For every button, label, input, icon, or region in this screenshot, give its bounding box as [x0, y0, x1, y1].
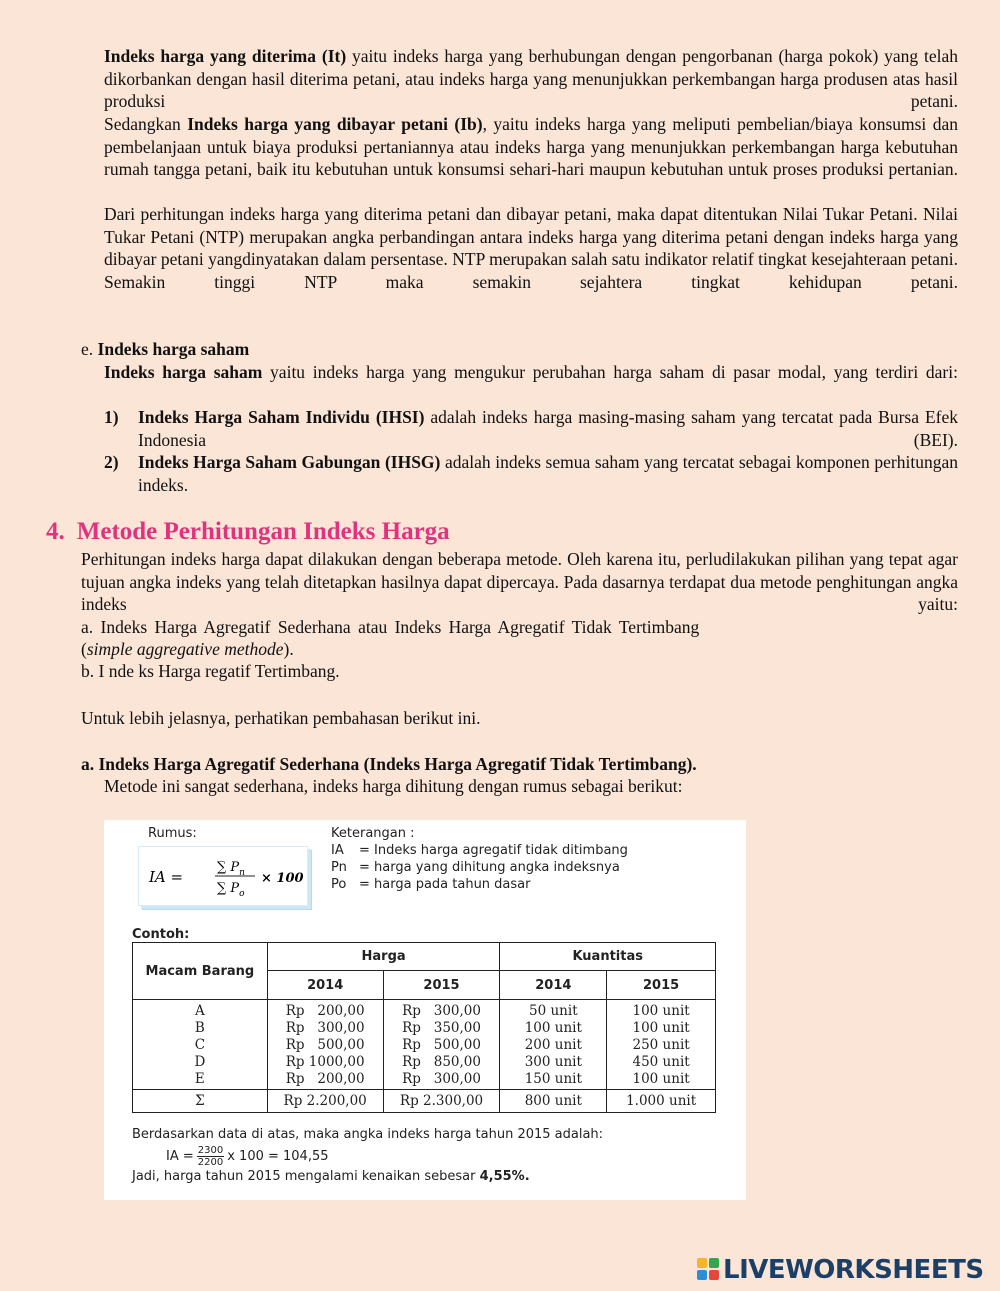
list-item-ihsi-term: Indeks Harga Saham Individu (IHSI)	[138, 407, 425, 427]
formula-graphic	[139, 847, 307, 905]
table-cell: Rp 850,00	[383, 1054, 500, 1071]
paragraph-ib	[104, 113, 958, 203]
method-a-italic: simple aggregative methode	[86, 639, 284, 659]
table-cell: 100 unit	[607, 1020, 716, 1037]
method-a-paren-close: ).	[283, 639, 294, 659]
table-cell: Rp 500,00	[383, 1037, 500, 1054]
conclusion-line-1: Berdasarkan data di atas, maka angka indeks harga tahun 2015 adalah:	[132, 1127, 604, 1142]
term-ib: Indeks harga yang dibayar petani (Ib)	[187, 114, 483, 134]
table-row	[133, 1000, 716, 1021]
subsection-a-title: a. Indeks Harga Agregatif Sederhana (Indeks Harga Agregatif Tidak Tertimbang).	[81, 754, 697, 774]
sum-cell: Rp 2.300,00	[383, 1090, 500, 1113]
formula-multiplier: × 100	[261, 871, 304, 886]
table-cell: Rp 200,00	[267, 1071, 383, 1090]
paragraph-it-text: yaitu indeks harga yang berhubungan dengan pengorbanan (harga pokok) yang telah dikorbankan dengan hasil diterima petani, atau indeks harga yang menunjukkan perkembangan harga produsen atas hasil produksi petani.	[104, 46, 958, 111]
calc-lhs: IA =	[166, 1148, 194, 1164]
table-cell: 450 unit	[607, 1054, 716, 1071]
col-header-harga: Harga	[267, 943, 500, 971]
table-sum-row	[133, 1090, 716, 1113]
table-row	[133, 1071, 716, 1090]
table-cell: E	[133, 1071, 268, 1090]
section-e-intro	[104, 361, 958, 406]
section-e-heading	[81, 338, 249, 361]
table-cell: Rp 300,00	[383, 1000, 500, 1021]
method-b: b. I nde ks Harga regatif Tertimbang.	[81, 661, 340, 681]
table-cell: D	[133, 1054, 268, 1071]
paragraph-ntp: Dari perhitungan indeks harga yang diterima petani dan dibayar petani, maka dapat ditentukan Nilai Tukar Petani. Nilai Tukar Petani (NTP) merupakan angka perbandingan antara indeks harga yang diterima petani dengan indeks harga yang dibayar petani yangdinyatakan dalam persentase. NTP merupakan salah satu indikator relatif tingkat kesejahteraan petani. Semakin tinggi NTP maka semakin sejahtera tingkat kehidupan petani.	[104, 204, 958, 292]
subsection-a-text: Metode ini sangat sederhana, indeks harga dihitung dengan rumus sebagai berikut:	[104, 776, 683, 796]
sum-cell: 800 unit	[500, 1090, 607, 1113]
table-cell: 200 unit	[500, 1037, 607, 1054]
keterangan-item-pn: Pn = harga yang dihitung angka indeksnya	[331, 860, 620, 875]
method-a: a. Indeks Harga Agregatif Sederhana atau Indeks Harga Agregatif Tidak Tertimbang	[81, 617, 700, 637]
table-cell: 150 unit	[500, 1071, 607, 1090]
table-cell: Rp 1000,00	[267, 1054, 383, 1071]
contoh-label: Contoh:	[132, 927, 190, 942]
table-cell: 300 unit	[500, 1054, 607, 1071]
keterangan-item-ia: IA = Indeks harga agregatif tidak ditimbang	[331, 843, 628, 858]
calc-denominator: 2200	[197, 1156, 224, 1168]
calc-numerator: 2300	[197, 1144, 224, 1156]
list-item-ihsi-text: adalah indeks harga masing-masing saham yang tercatat pada Bursa Efek Indonesia (BEI).	[138, 407, 958, 450]
paragraph-ib-lead: Sedangkan	[104, 114, 188, 134]
more-info: Untuk lebih jelasnya, perhatikan pembahasan berikut ini.	[81, 708, 481, 728]
formula-denominator: ∑ $P_o$	[217, 881, 245, 899]
method-a-english	[81, 638, 294, 661]
table-row	[133, 1037, 716, 1054]
section-e-title: Indeks harga saham	[97, 339, 250, 359]
method-a-paren-open: (	[81, 639, 87, 659]
keterangan-item-po: Po = harga pada tahun dasar	[331, 877, 531, 892]
calc-rhs: x 100 = 104,55	[227, 1148, 329, 1164]
paragraph-ib-text: , yaitu indeks harga yang meliputi pembelian/biaya konsumsi dan pembelanjaan untuk biaya produksi pertaniannya atau indeks harga yang menunjukkan perkembangan harga kebutuhan rumah tangga petani, baik itu kebutuhan untuk konsumsi sehari-hari maupun kebutuhan untuk proses produksi pertanian.	[104, 114, 958, 179]
col-header-year: 2015	[607, 971, 716, 1000]
paragraph-it	[104, 45, 958, 113]
table-cell: A	[133, 1000, 268, 1021]
formula-numerator: ∑ $P_n$	[217, 860, 245, 878]
sum-cell: Σ	[133, 1090, 268, 1113]
list-item-ihsg-term: Indeks Harga Saham Gabungan (IHSG)	[138, 452, 441, 472]
section-4-intro: Perhitungan indeks harga dapat dilakukan dengan beberapa metode. Oleh karena itu, perludilakukan pilihan yang tepat agar tujuan angka indeks yang telah ditetapkan hasilnya dapat dipercaya. Pada dasarnya terdapat dua metode penghitungan angka indeks yaitu:	[81, 549, 958, 614]
table-cell: 250 unit	[607, 1037, 716, 1054]
list-item-ihsg-text: adalah indeks semua saham yang tercatat sebagai komponen perhitungan indeks.	[138, 452, 958, 495]
table-row	[133, 1020, 716, 1037]
table-cell: Rp 300,00	[383, 1071, 500, 1090]
conclusion-line-2: Jadi, harga tahun 2015 mengalami kenaikan sebesar 4,55%.	[132, 1169, 530, 1184]
liveworksheets-logo-icon	[697, 1258, 719, 1280]
liveworksheets-logo-text: LIVEWORKSHEETS	[723, 1255, 984, 1285]
table-cell: Rp 300,00	[267, 1020, 383, 1037]
table-cell: 50 unit	[500, 1000, 607, 1021]
table-cell: B	[133, 1020, 268, 1037]
section-4-heading	[46, 518, 450, 546]
table-cell: Rp 200,00	[267, 1000, 383, 1021]
section-e-label: e.	[81, 339, 94, 359]
table-cell: Rp 500,00	[267, 1037, 383, 1054]
col-header-year: 2014	[267, 971, 383, 1000]
table-cell: 100 unit	[607, 1000, 716, 1021]
rumus-label: Rumus:	[148, 826, 197, 841]
keterangan-label: Keterangan :	[331, 826, 415, 841]
calculation	[166, 1143, 329, 1169]
formula-box	[138, 846, 308, 906]
list-item-ihsi	[138, 406, 958, 451]
col-header-year: 2015	[383, 971, 500, 1000]
calc-fraction	[197, 1145, 224, 1168]
list-item-ihsg	[138, 451, 958, 496]
col-header-year: 2014	[500, 971, 607, 1000]
section-e-intro-term: Indeks harga saham	[104, 362, 263, 382]
formula-example-image	[104, 820, 746, 1200]
list-number-2: 2)	[104, 452, 119, 472]
section-e-intro-text: yaitu indeks harga yang mengukur perubahan harga saham di pasar modal, yang terdiri dari:	[262, 362, 958, 382]
table-cell: 100 unit	[607, 1071, 716, 1090]
table-cell: 100 unit	[500, 1020, 607, 1037]
col-header-kuantitas: Kuantitas	[500, 943, 716, 971]
section-4-number: 4.	[46, 518, 65, 545]
section-4-title: Metode Perhitungan Indeks Harga	[76, 518, 450, 545]
sum-cell: 1.000 unit	[607, 1090, 716, 1113]
term-it: Indeks harga yang diterima (It)	[104, 46, 347, 66]
list-number-1: 1)	[104, 407, 119, 427]
sum-cell: Rp 2.200,00	[267, 1090, 383, 1113]
increase-value: 4,55%.	[479, 1169, 530, 1184]
table-cell: Rp 350,00	[383, 1020, 500, 1037]
formula-lhs: IA =	[149, 868, 184, 886]
table-cell: C	[133, 1037, 268, 1054]
col-header-item: Macam Barang	[133, 943, 268, 1000]
price-table	[132, 942, 716, 1113]
table-row	[133, 1054, 716, 1071]
